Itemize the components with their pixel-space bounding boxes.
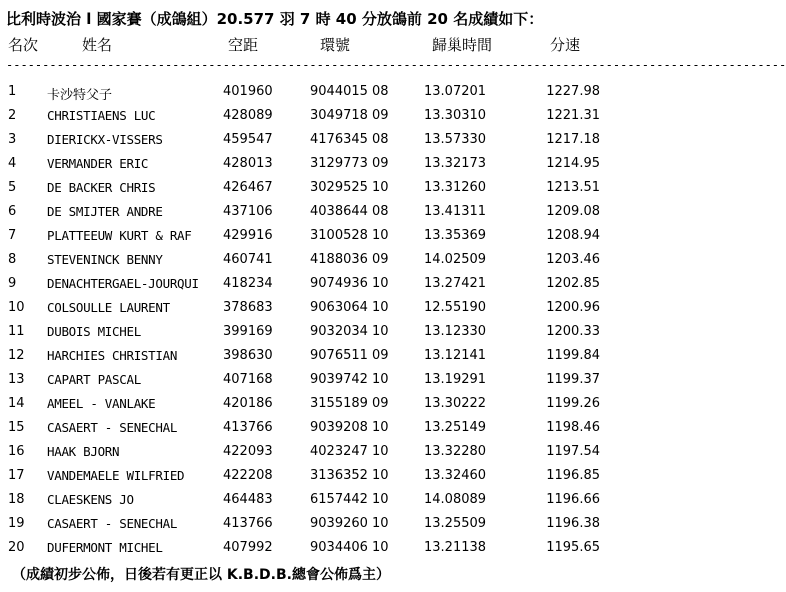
results-table xyxy=(0,82,614,562)
name-cell: STEVENINCK BENNY xyxy=(47,252,163,267)
ring-cell: 9034406 10 xyxy=(310,540,389,555)
rank-cell: 11 xyxy=(8,324,25,339)
ring-cell: 3136352 10 xyxy=(310,468,389,483)
rank-cell: 20 xyxy=(8,540,25,555)
arrival-time-cell: 13.25149 xyxy=(424,420,487,435)
name-cell: DENACHTERGAEL-JOURQUI xyxy=(47,276,199,291)
speed-cell: 1196.85 xyxy=(546,468,600,483)
table-row xyxy=(0,82,614,106)
distance-cell: 437106 xyxy=(223,204,273,219)
ring-cell: 9039208 10 xyxy=(310,420,389,435)
speed-cell: 1221.31 xyxy=(546,108,600,123)
table-row xyxy=(0,178,614,202)
arrival-time-cell: 13.30310 xyxy=(424,108,487,123)
name-cell: CLAESKENS JO xyxy=(47,492,134,507)
arrival-time-cell: 12.55190 xyxy=(424,300,487,315)
arrival-time-cell: 13.30222 xyxy=(424,396,487,411)
table-row xyxy=(0,274,614,298)
arrival-time-cell: 13.27421 xyxy=(424,276,487,291)
distance-cell: 429916 xyxy=(223,228,273,243)
distance-cell: 407992 xyxy=(223,540,273,555)
distance-cell: 426467 xyxy=(223,180,273,195)
name-cell: HARCHIES CHRISTIAN xyxy=(47,348,178,363)
header-rank: 名次 xyxy=(8,36,39,54)
name-cell: DIERICKX-VISSERS xyxy=(47,132,163,147)
speed-cell: 1208.94 xyxy=(546,228,600,243)
distance-cell: 460741 xyxy=(223,252,273,267)
rank-cell: 13 xyxy=(8,372,25,387)
name-cell: CAPART PASCAL xyxy=(47,372,141,387)
rank-cell: 18 xyxy=(8,492,25,507)
ring-cell: 9039260 10 xyxy=(310,516,389,531)
header-ring: 環號 xyxy=(320,36,351,54)
ring-cell: 3129773 09 xyxy=(310,156,389,171)
header-speed: 分速 xyxy=(550,36,581,54)
name-cell: CASAERT - SENECHAL xyxy=(47,420,178,435)
ring-cell: 4188036 09 xyxy=(310,252,389,267)
arrival-time-cell: 13.32280 xyxy=(424,444,487,459)
ring-cell: 9039742 10 xyxy=(310,372,389,387)
table-row xyxy=(0,514,614,538)
ring-cell: 4023247 10 xyxy=(310,444,389,459)
table-row xyxy=(0,418,614,442)
ring-cell: 4176345 08 xyxy=(310,132,389,147)
speed-cell: 1199.26 xyxy=(546,396,600,411)
ring-cell: 9063064 10 xyxy=(310,300,389,315)
name-cell: PLATTEEUW KURT & RAF xyxy=(47,228,192,243)
ring-cell: 3049718 09 xyxy=(310,108,389,123)
rank-cell: 7 xyxy=(8,228,17,243)
header-distance: 空距 xyxy=(228,36,259,54)
ring-cell: 3155189 09 xyxy=(310,396,389,411)
distance-cell: 420186 xyxy=(223,396,273,411)
name-cell: VERMANDER ERIC xyxy=(47,156,149,171)
distance-cell: 413766 xyxy=(223,516,273,531)
speed-cell: 1209.08 xyxy=(546,204,600,219)
table-row xyxy=(0,202,614,226)
distance-cell: 399169 xyxy=(223,324,273,339)
rank-cell: 15 xyxy=(8,420,25,435)
name-cell: COLSOULLE LAURENT xyxy=(47,300,170,315)
rank-cell: 4 xyxy=(8,156,17,171)
ring-cell: 9044015 08 xyxy=(310,84,389,99)
rank-cell: 8 xyxy=(8,252,17,267)
table-row xyxy=(0,226,614,250)
rank-cell: 6 xyxy=(8,204,17,219)
separator-line: ------------------------------------------------------------------------------------------------------------ xyxy=(6,58,786,72)
ring-cell: 3029525 10 xyxy=(310,180,389,195)
distance-cell: 413766 xyxy=(223,420,273,435)
page-title: 比利時波治 l 國家賽（成鴿組）20.577 羽 7 時 40 分放鴿前 20 名成績如下： xyxy=(6,10,544,28)
name-cell: DE BACKER CHRIS xyxy=(47,180,156,195)
arrival-time-cell: 13.12330 xyxy=(424,324,487,339)
arrival-time-cell: 13.57330 xyxy=(424,132,487,147)
speed-cell: 1197.54 xyxy=(546,444,600,459)
distance-cell: 464483 xyxy=(223,492,273,507)
distance-cell: 398630 xyxy=(223,348,273,363)
speed-cell: 1199.37 xyxy=(546,372,600,387)
table-row xyxy=(0,106,614,130)
speed-cell: 1200.33 xyxy=(546,324,600,339)
arrival-time-cell: 13.19291 xyxy=(424,372,487,387)
distance-cell: 401960 xyxy=(223,84,273,99)
arrival-time-cell: 13.31260 xyxy=(424,180,487,195)
name-cell: DE SMIJTER ANDRE xyxy=(47,204,163,219)
table-row xyxy=(0,442,614,466)
rank-cell: 3 xyxy=(8,132,17,147)
header-arrival-time: 歸巢時間 xyxy=(432,36,493,54)
arrival-time-cell: 14.02509 xyxy=(424,252,487,267)
header-name: 姓名 xyxy=(82,36,113,54)
name-cell: CASAERT - SENECHAL xyxy=(47,516,178,531)
speed-cell: 1214.95 xyxy=(546,156,600,171)
name-cell: CHRISTIAENS LUC xyxy=(47,108,156,123)
speed-cell: 1196.66 xyxy=(546,492,600,507)
arrival-time-cell: 13.32173 xyxy=(424,156,487,171)
arrival-time-cell: 13.35369 xyxy=(424,228,487,243)
speed-cell: 1196.38 xyxy=(546,516,600,531)
speed-cell: 1199.84 xyxy=(546,348,600,363)
name-cell: DUBOIS MICHEL xyxy=(47,324,141,339)
rank-cell: 10 xyxy=(8,300,25,315)
speed-cell: 1202.85 xyxy=(546,276,600,291)
arrival-time-cell: 13.25509 xyxy=(424,516,487,531)
ring-cell: 9076511 09 xyxy=(310,348,389,363)
speed-cell: 1213.51 xyxy=(546,180,600,195)
rank-cell: 17 xyxy=(8,468,25,483)
distance-cell: 378683 xyxy=(223,300,273,315)
rank-cell: 9 xyxy=(8,276,17,291)
table-row xyxy=(0,298,614,322)
ring-cell: 6157442 10 xyxy=(310,492,389,507)
table-row xyxy=(0,130,614,154)
name-cell: DUFERMONT MICHEL xyxy=(47,540,163,555)
distance-cell: 422093 xyxy=(223,444,273,459)
arrival-time-cell: 13.07201 xyxy=(424,84,487,99)
rank-cell: 1 xyxy=(8,84,17,99)
ring-cell: 9074936 10 xyxy=(310,276,389,291)
table-row xyxy=(0,250,614,274)
arrival-time-cell: 13.32460 xyxy=(424,468,487,483)
table-row xyxy=(0,154,614,178)
rank-cell: 19 xyxy=(8,516,25,531)
name-cell: HAAK BJORN xyxy=(47,444,120,459)
speed-cell: 1217.18 xyxy=(546,132,600,147)
rank-cell: 16 xyxy=(8,444,25,459)
table-header xyxy=(0,34,614,54)
rank-cell: 2 xyxy=(8,108,17,123)
name-cell: VANDEMAELE WILFRIED xyxy=(47,468,185,483)
distance-cell: 428089 xyxy=(223,108,273,123)
footnote: （成績初步公佈，日後若有更正以 K.B.D.B.總會公佈爲主） xyxy=(12,567,390,583)
table-row xyxy=(0,346,614,370)
speed-cell: 1200.96 xyxy=(546,300,600,315)
ring-cell: 4038644 08 xyxy=(310,204,389,219)
arrival-time-cell: 13.12141 xyxy=(424,348,487,363)
table-row xyxy=(0,370,614,394)
ring-cell: 9032034 10 xyxy=(310,324,389,339)
rank-cell: 14 xyxy=(8,396,25,411)
arrival-time-cell: 13.21138 xyxy=(424,540,487,555)
arrival-time-cell: 14.08089 xyxy=(424,492,487,507)
name-cell: 卡沙特父子 xyxy=(47,88,113,103)
name-cell: AMEEL - VANLAKE xyxy=(47,396,156,411)
table-row xyxy=(0,538,614,562)
rank-cell: 5 xyxy=(8,180,17,195)
speed-cell: 1195.65 xyxy=(546,540,600,555)
distance-cell: 418234 xyxy=(223,276,273,291)
distance-cell: 422208 xyxy=(223,468,273,483)
table-row xyxy=(0,322,614,346)
speed-cell: 1227.98 xyxy=(546,84,600,99)
arrival-time-cell: 13.41311 xyxy=(424,204,487,219)
table-row xyxy=(0,490,614,514)
rank-cell: 12 xyxy=(8,348,25,363)
table-row xyxy=(0,394,614,418)
distance-cell: 407168 xyxy=(223,372,273,387)
speed-cell: 1203.46 xyxy=(546,252,600,267)
table-row xyxy=(0,466,614,490)
distance-cell: 428013 xyxy=(223,156,273,171)
distance-cell: 459547 xyxy=(223,132,273,147)
speed-cell: 1198.46 xyxy=(546,420,600,435)
ring-cell: 3100528 10 xyxy=(310,228,389,243)
